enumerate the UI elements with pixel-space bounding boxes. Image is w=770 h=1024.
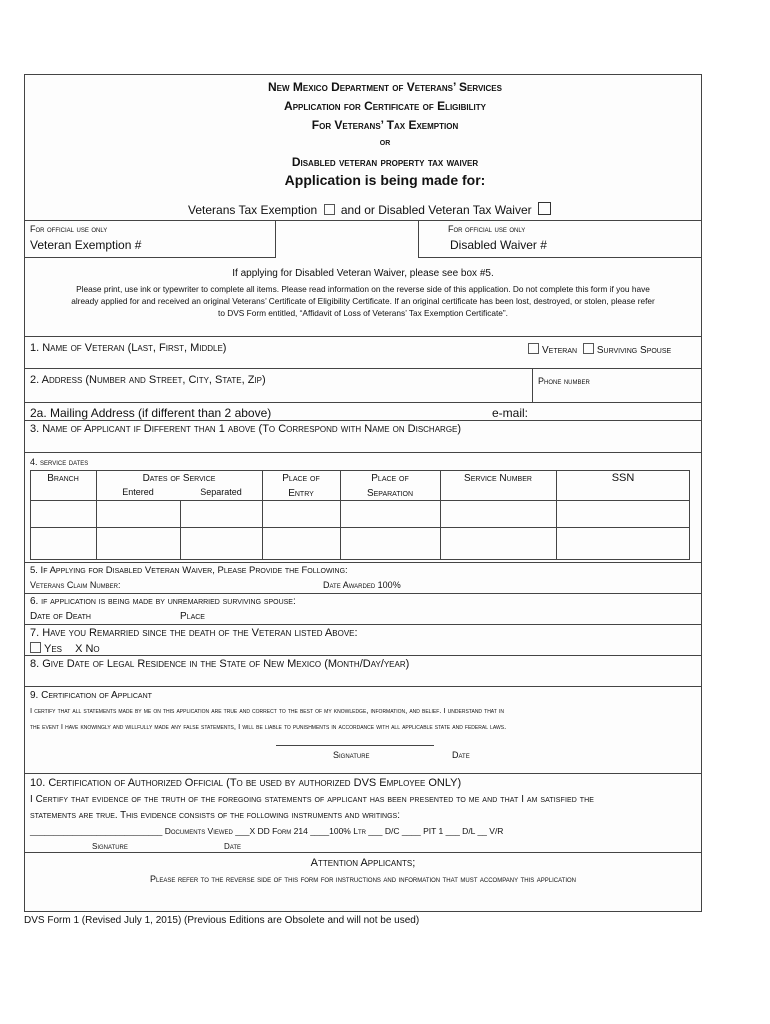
- divider: [30, 500, 690, 501]
- instructions-line-2: Please print, use ink or typewriter to complete all items. Please read information on the reverse side of this application. Do not complete this form if you have: [76, 284, 650, 294]
- official-signature-label: Signature: [92, 842, 128, 851]
- service-dates-label: 4. service dates: [30, 457, 89, 467]
- official-use-left-label: For official use only: [30, 224, 108, 234]
- divider: [24, 452, 702, 453]
- date-of-death-label: Date of Death: [30, 611, 91, 622]
- applicant-name-label: 3. Name of Applicant if Different than 1 above (To Correspond with Name on Discharge): [30, 423, 462, 435]
- waiver-label: and or Disabled Veteran Tax Waiver: [340, 203, 532, 217]
- place-of-entry-header-2: Entry: [288, 488, 314, 499]
- form-footer: DVS Form 1 (Revised July 1, 2015) (Previous Editions are Obsolete and will not be used): [24, 915, 420, 926]
- exemption-checkbox[interactable]: [324, 204, 335, 215]
- place-of-entry-header-1: Place of: [282, 473, 320, 484]
- phone-label: Phone number: [538, 376, 590, 386]
- spouse-checkbox[interactable]: [583, 343, 594, 354]
- remarried-label: 7. Have you Remarried since the death of the Veteran listed Above:: [30, 627, 358, 639]
- divider: [24, 655, 702, 656]
- documents-viewed-line[interactable]: ____________________________ Documents Viewed ___X DD Form 214 ____100% Ltr ___ D/C ____ PIT 1 ___ D/L __ V/R: [30, 826, 504, 836]
- ssn-header: SSN: [611, 472, 635, 484]
- address-label: 2. Address (Number and Street, City, State, Zip): [30, 374, 266, 386]
- place-of-death-label: Place: [180, 611, 205, 622]
- instructions-line-3: already applied for and received an original Veterans’ Certificate of Eligibility Certificate. If an original certificate has been lost, destroyed, or stolen, please refer: [71, 296, 655, 306]
- application-for-heading: Application is being made for:: [284, 172, 486, 188]
- branch-header: Branch: [47, 473, 79, 484]
- certification-text-1: I certify that all statements made by me on this application are true and correct to the best of my knowledge, information, and belief. I understand that in: [30, 706, 504, 715]
- divider: [24, 773, 702, 774]
- dates-of-service-header: Dates of Service: [142, 473, 216, 484]
- certification-of-applicant-label: 9. Certification of Applicant: [30, 690, 152, 701]
- attention-heading: Attention Applicants;: [310, 857, 416, 869]
- veteran-exemption-field[interactable]: Veteran Exemption #: [30, 238, 142, 252]
- exemption-label: Veterans Tax Exemption: [188, 203, 318, 217]
- applicant-signature-line[interactable]: [276, 745, 434, 746]
- waiver-checkbox[interactable]: [538, 202, 551, 215]
- form-title: Application for Certificate of Eligibility: [284, 99, 486, 113]
- place-of-separation-header-2: Separation: [366, 488, 414, 499]
- veteran-checkbox[interactable]: [528, 343, 539, 354]
- official-certification-text-1: I Certify that evidence of the truth of the foregoing statements of applicant has been presented to me and that I am satisfied the: [30, 794, 595, 805]
- remarried-yes-label: Yes: [44, 643, 63, 655]
- attention-text: Please refer to the reverse side of this form for instructions and information that must accompany this application: [150, 874, 576, 884]
- veteran-name-label: 1. Name of Veteran (Last, First, Middle): [30, 342, 227, 354]
- date-awarded-label: Date Awarded 100%: [323, 580, 401, 590]
- instructions-line-1: If applying for Disabled Veteran Waiver, please see box #5.: [232, 268, 494, 279]
- separated-header: Separated: [200, 487, 242, 497]
- remarried-yes-checkbox[interactable]: [30, 642, 41, 653]
- divider: [532, 368, 533, 402]
- divider: [180, 500, 181, 560]
- divider: [24, 368, 702, 369]
- official-certification-text-2: statements are true. This evidence consists of the following instruments and writings:: [30, 810, 400, 821]
- service-number-header: Service Number: [464, 473, 532, 484]
- disabled-waiver-field[interactable]: Disabled Waiver #: [450, 238, 547, 252]
- divider: [24, 402, 702, 403]
- email-label: e-mail:: [492, 406, 529, 420]
- form-waiver-title: Disabled veteran property tax waiver: [291, 155, 479, 169]
- certification-text-2: the event I have knowingly and willfully made any false statements, I will be liable to punishments in accordance with all applicable state and federal laws.: [30, 722, 507, 731]
- spouse-application-label: 6. if application is being made by unremarried surviving spouse:: [30, 596, 296, 607]
- divider: [24, 593, 702, 594]
- form-or: or: [379, 137, 391, 148]
- divider: [24, 562, 702, 563]
- spouse-option-label: Surviving Spouse: [596, 345, 672, 356]
- waiver-info-label: 5. If Applying for Disabled Veteran Waiver, Please Provide the Following:: [30, 565, 348, 576]
- remarried-options: [27, 642, 100, 655]
- applicant-date-label: Date: [452, 750, 470, 760]
- application-type-row: [188, 202, 551, 217]
- agency-title: New Mexico Department of Veterans’ Services: [268, 80, 502, 94]
- mailing-address-label: 2a. Mailing Address (if different than 2 above): [30, 406, 272, 420]
- official-use-right-label: For official use only: [448, 224, 526, 234]
- divider: [30, 527, 690, 528]
- divider: [24, 686, 702, 687]
- official-certification-label: 10. Certification of Authorized Official (To be used by authorized DVS Employee ONLY): [30, 777, 462, 789]
- claim-number-label: Veterans Claim Number:: [30, 580, 121, 590]
- divider: [24, 336, 702, 337]
- entered-header: Entered: [122, 487, 154, 497]
- legal-residence-label: 8. Give Date of Legal Residence in the State of New Mexico (Month/Day/year): [30, 658, 410, 670]
- veteran-type-options: [525, 343, 671, 356]
- place-of-separation-header-1: Place of: [371, 473, 409, 484]
- veteran-option-label: Veteran: [542, 345, 578, 356]
- form-subtitle: For Veterans’ Tax Exemption: [311, 118, 459, 132]
- remarried-no-option[interactable]: X No: [75, 643, 100, 655]
- divider: [24, 624, 702, 625]
- applicant-signature-label: Signature: [333, 750, 370, 760]
- instructions-line-4: to DVS Form entitled, “Affidavit of Loss of Veterans’ Tax Exemption Certificate”.: [218, 308, 508, 318]
- divider: [24, 852, 702, 853]
- divider: [24, 420, 702, 421]
- official-date-label: Date: [224, 842, 242, 851]
